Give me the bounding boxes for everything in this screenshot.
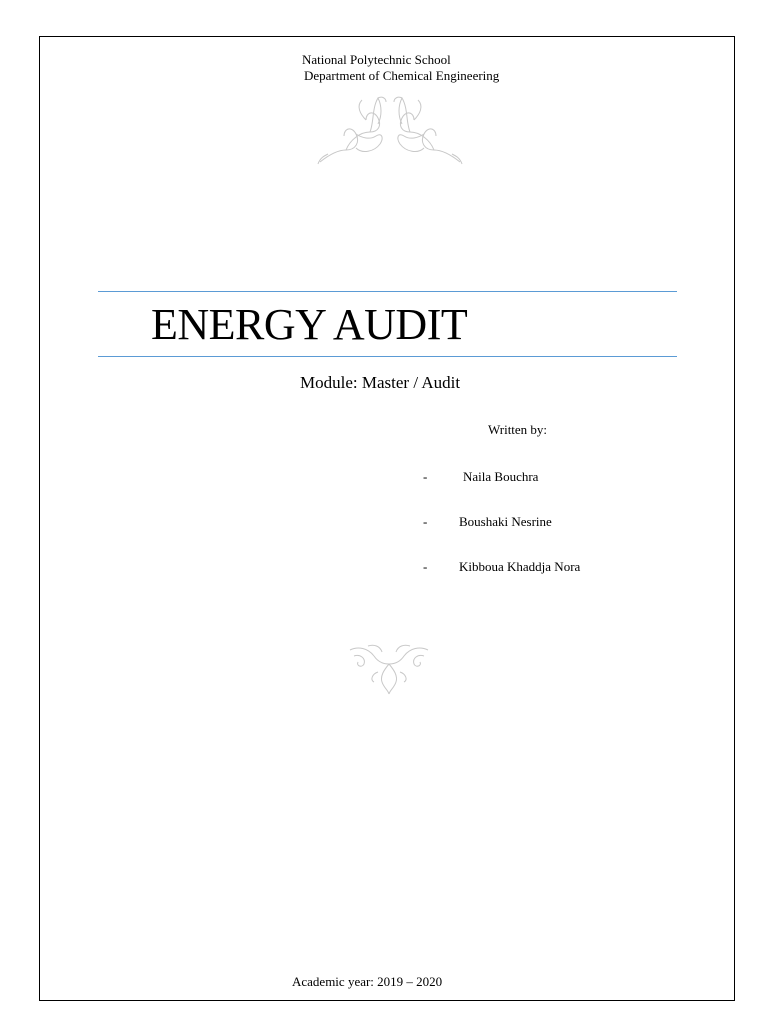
author-bullet: - (423, 469, 428, 484)
written-by-label: Written by: (488, 422, 548, 437)
author-name: Naila Bouchra (463, 469, 539, 484)
bottom-title-rule (98, 356, 677, 357)
academic-year: Academic year: 2019 – 2020 (292, 974, 443, 989)
author-name: Boushaki Nesrine (459, 514, 552, 529)
floral-ornament-icon (348, 642, 430, 696)
floral-ornament-icon (316, 92, 464, 168)
author-name: Kibboua Khaddja Nora (459, 559, 581, 574)
page-border (39, 36, 735, 1001)
school-name: National Polytechnic School (302, 52, 451, 67)
department-name: Department of Chemical Engineering (304, 68, 500, 83)
author-bullet: - (423, 514, 428, 529)
author-bullet: - (423, 559, 428, 574)
document-title: ENERGY AUDIT (151, 300, 468, 349)
module-line: Module: Master / Audit (300, 373, 461, 392)
top-title-rule (98, 291, 677, 292)
